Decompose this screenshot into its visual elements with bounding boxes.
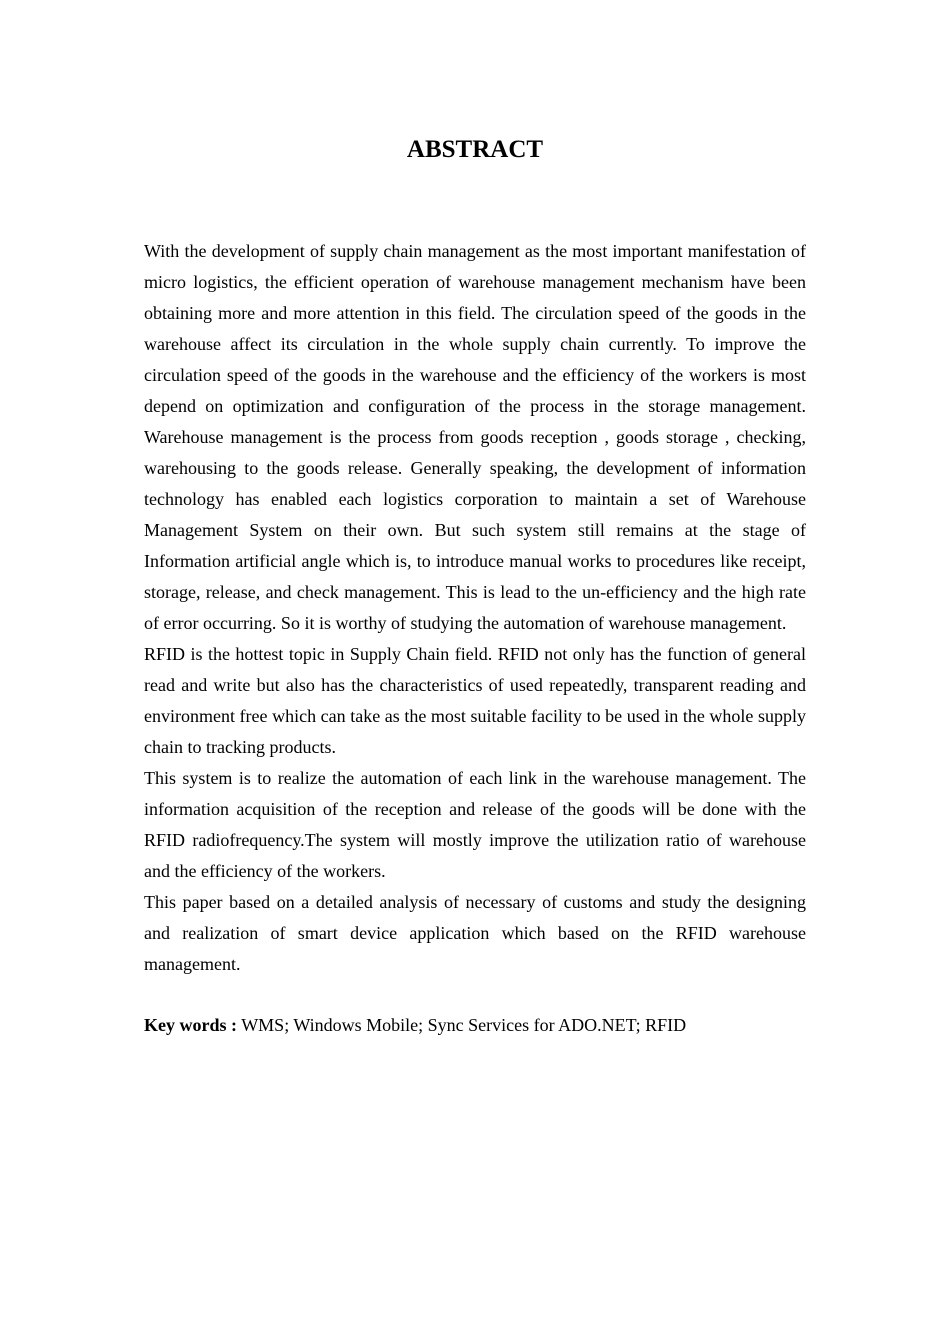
keywords-value: WMS; Windows Mobile; Sync Services for ADO.NET; RFID [241, 1015, 687, 1035]
keywords-line [144, 1010, 806, 1041]
abstract-paragraph-2: RFID is the hottest topic in Supply Chain field. RFID not only has the function of general read and write but also has the characteristics of used repeatedly, transparent reading and environment free which can take as the most suitable facility to be used in the whole supply chain to tracking products. [144, 644, 806, 757]
abstract-paragraph-4: This paper based on a detailed analysis of necessary of customs and study the designing and realization of smart device application which based on the RFID warehouse management. [144, 892, 806, 974]
keywords-label: Key words : [144, 1015, 237, 1035]
abstract-title: ABSTRACT [406, 136, 544, 163]
abstract-paragraph-1: With the development of supply chain management as the most important manifestation of micro logistics, the efficient operation of warehouse management mechanism have been obtaining more and more attention in this field. The circulation speed of the goods in the warehouse affect its circulation in the whole supply chain currently. To improve the circulation speed of the goods in the warehouse and the efficiency of the workers is most depend on optimization and configuration of the process in the storage management. Warehouse management is the process from goods reception , goods storage , checking, warehousing to the goods release. Generally speaking, the development of information technology has enabled each logistics corporation to maintain a set of Warehouse Management System on their own. But such system still remains at the stage of Information artificial angle which is, to introduce manual works to procedures like receipt, storage, release, and check management. This is lead to the un-efficiency and the high rate of error occurring. So it is worthy of studying the automation of warehouse management. [144, 241, 806, 633]
abstract-paragraph-3: This system is to realize the automation of each link in the warehouse management. The information acquisition of the reception and release of the goods will be done with the RFID radiofrequency.The system will mostly improve the utilization ratio of warehouse and the efficiency of the workers. [144, 768, 806, 881]
abstract-body [144, 236, 806, 1041]
